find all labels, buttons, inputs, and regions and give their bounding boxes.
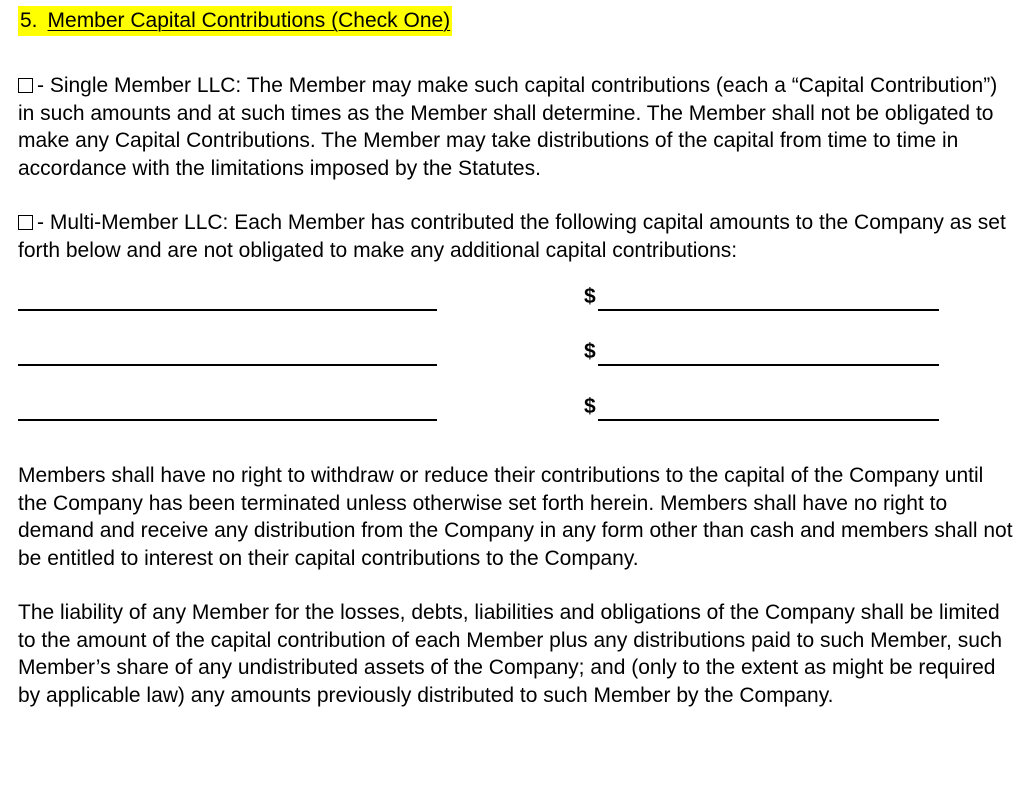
multi-member-text: - Multi-Member LLC: Each Member has contributed the following capital amounts to the Company as set forth below and are not obligated to make any additional capital contributions: bbox=[18, 211, 1006, 262]
member-name-blank[interactable] bbox=[18, 309, 437, 311]
contribution-row bbox=[18, 337, 1013, 367]
option-multi-member bbox=[18, 209, 1013, 264]
dollar-sign: $ bbox=[584, 395, 596, 418]
member-name-blank[interactable] bbox=[18, 364, 437, 366]
contribution-row bbox=[18, 392, 1013, 422]
member-name-blank[interactable] bbox=[18, 419, 437, 421]
amount-blank[interactable] bbox=[598, 309, 939, 311]
multi-member-checkbox[interactable] bbox=[18, 215, 33, 230]
section-heading bbox=[18, 6, 452, 36]
single-member-checkbox[interactable] bbox=[18, 78, 33, 93]
liability-paragraph: The liability of any Member for the losses, debts, liabilities and obligations of the Company shall be limited to the amount of the capital contribution of each Member plus any distributions paid to such Member, such Member’s share of any undistributed assets of the Company; and (only to the extent as might be required by applicable law) any amounts previously distributed to such Member by the Company. bbox=[18, 601, 1003, 707]
option-single-member bbox=[18, 72, 1013, 182]
dollar-sign: $ bbox=[584, 285, 596, 308]
contribution-lines bbox=[18, 282, 1013, 462]
amount-blank[interactable] bbox=[598, 419, 939, 421]
section-title: Member Capital Contributions (Check One) bbox=[47, 9, 451, 32]
amount-blank[interactable] bbox=[598, 364, 939, 366]
contribution-row bbox=[18, 282, 1013, 312]
single-member-text: - Single Member LLC: The Member may make such capital contributions (each a “Capital Contribution”) in such amounts and at such times as the Member shall determine. The Member shall not be obligated to make any Capital Contributions. The Member may take distributions of the capital from time to time in accordance with the limitations imposed by the Statutes. bbox=[18, 74, 998, 180]
withdraw-paragraph: Members shall have no right to withdraw or reduce their contributions to the capital of the Company until the Company has been terminated unless otherwise set forth herein. Members shall have no right to demand and receive any distribution from the Company in any form other than cash and members shall not be entitled to interest on their capital contributions to the Company. bbox=[18, 464, 1013, 570]
dollar-sign: $ bbox=[584, 340, 596, 363]
document-page bbox=[18, 6, 1013, 709]
section-number: 5. bbox=[20, 9, 38, 32]
